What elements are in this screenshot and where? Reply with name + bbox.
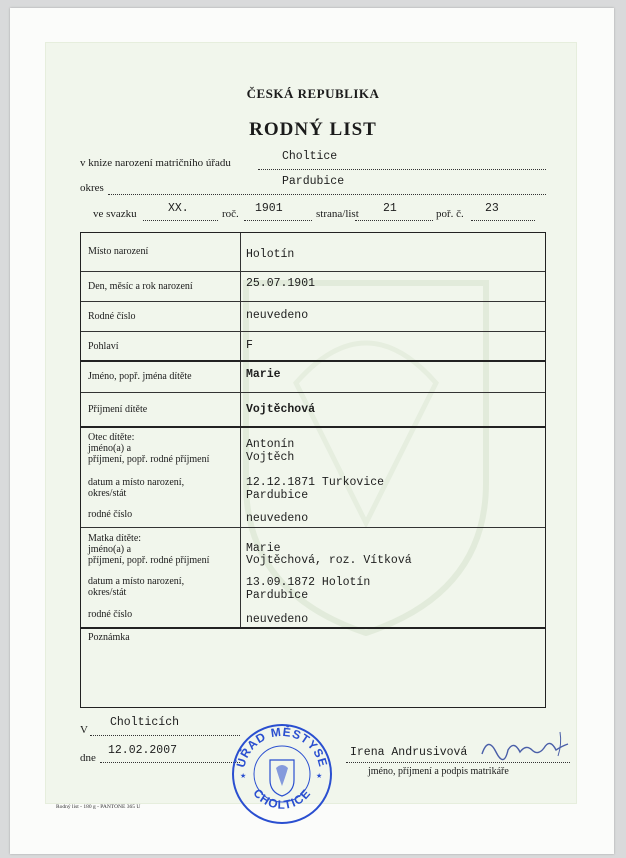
place-value: Cholticích [110, 716, 180, 729]
father-id-value: neuvedeno [246, 512, 309, 525]
district-value: Pardubice [282, 175, 345, 188]
volume-dotted-line [143, 220, 218, 221]
personal-id-value: neuvedeno [246, 309, 309, 322]
stamp-text-top: ÚŘAD MĚSTYSE [233, 724, 331, 769]
note-label: Poznámka [88, 632, 130, 643]
father-dob-label-2: okres/stát [88, 488, 127, 499]
office-value: Choltice [282, 150, 338, 163]
mother-surname: Vojtěchová, roz. Vítková [246, 554, 412, 567]
mother-heading: Matka dítěte: [88, 533, 142, 544]
father-heading: Otec dítěte: [88, 432, 135, 443]
father-names-label-1: jméno(a) a [88, 443, 132, 454]
svg-text:★: ★ [316, 772, 323, 780]
country-heading: ČESKÁ REPUBLIKA [246, 86, 380, 101]
mother-dob-value-2: Pardubice [246, 589, 309, 602]
registrar-name: Irena Andrusivová [350, 746, 468, 759]
page-label: strana/list [316, 208, 359, 220]
year-dotted-line [244, 220, 312, 221]
entry-label: poř. č. [436, 208, 464, 220]
year-label: roč. [222, 208, 239, 220]
entry-value: 23 [485, 202, 499, 215]
birth-record-table [80, 232, 546, 708]
table-column-divider [240, 233, 241, 627]
birthdate-value: 25.07.1901 [246, 277, 316, 290]
district-dotted-line [108, 194, 546, 195]
year-value: 1901 [255, 202, 283, 215]
father-id-label: rodné číslo [88, 509, 133, 520]
place-dotted-line [90, 735, 240, 736]
child-name-label: Jméno, popř. jména dítěte [88, 371, 192, 382]
office-stamp [230, 722, 334, 826]
child-surname-label: Příjmení dítěte [88, 404, 148, 415]
entry-dotted-line [471, 220, 535, 221]
sex-label: Pohlaví [88, 341, 119, 352]
stamp-text-bottom: CHOLTICE [250, 785, 314, 812]
place-label: V [80, 724, 88, 736]
father-surname: Vojtěch [246, 451, 295, 464]
child-name-value: Marie [246, 368, 281, 381]
father-dob-label-1: datum a místo narození, [88, 477, 185, 488]
svg-text:★: ★ [240, 772, 247, 780]
birthdate-label: Den, měsíc a rok narození [88, 281, 193, 292]
svg-text:CHOLTICE [250, 786, 313, 812]
personal-id-label: Rodné číslo [88, 311, 136, 322]
child-surname-value: Vojtěchová [246, 403, 316, 416]
page-dotted-line [355, 220, 433, 221]
office-dotted-line [258, 169, 546, 170]
sex-value: F [246, 339, 253, 352]
office-label: v knize narození matričního úřadu [80, 157, 231, 169]
volume-label: ve svazku [93, 208, 137, 220]
volume-value: XX. [168, 202, 189, 215]
father-given-name: Antonín [246, 438, 295, 451]
print-code: Rodný list - 180 g - PANTONE 365 U [56, 804, 141, 810]
father-dob-value-1: 12.12.1871 Turkovice [246, 476, 385, 489]
date-label: dne [80, 752, 96, 764]
document-title: RODNÝ LIST [249, 119, 377, 140]
birthplace-value: Holotín [246, 248, 295, 261]
mother-id-label: rodné číslo [88, 609, 133, 620]
mother-names-label-2: příjmení, popř. rodné příjmení [88, 555, 210, 566]
registrar-caption: jméno, příjmení a podpis matrikáře [368, 766, 509, 777]
mother-names-label-1: jméno(a) a [88, 544, 132, 555]
district-label: okres [80, 182, 104, 194]
mother-dob-label-1: datum a místo narození, [88, 576, 185, 587]
date-value: 12.02.2007 [108, 744, 178, 757]
mother-id-value: neuvedeno [246, 613, 309, 626]
birthplace-label: Místo narození [88, 246, 149, 257]
father-names-label-2: příjmení, popř. rodné příjmení [88, 454, 210, 465]
date-dotted-line [100, 762, 240, 763]
father-dob-value-2: Pardubice [246, 489, 309, 502]
mother-dob-value-1: 13.09.1872 Holotín [246, 576, 371, 589]
mother-dob-label-2: okres/stát [88, 587, 127, 598]
page-value: 21 [383, 202, 397, 215]
mother-given-name: Marie [246, 542, 281, 555]
registrar-signature [478, 726, 574, 766]
